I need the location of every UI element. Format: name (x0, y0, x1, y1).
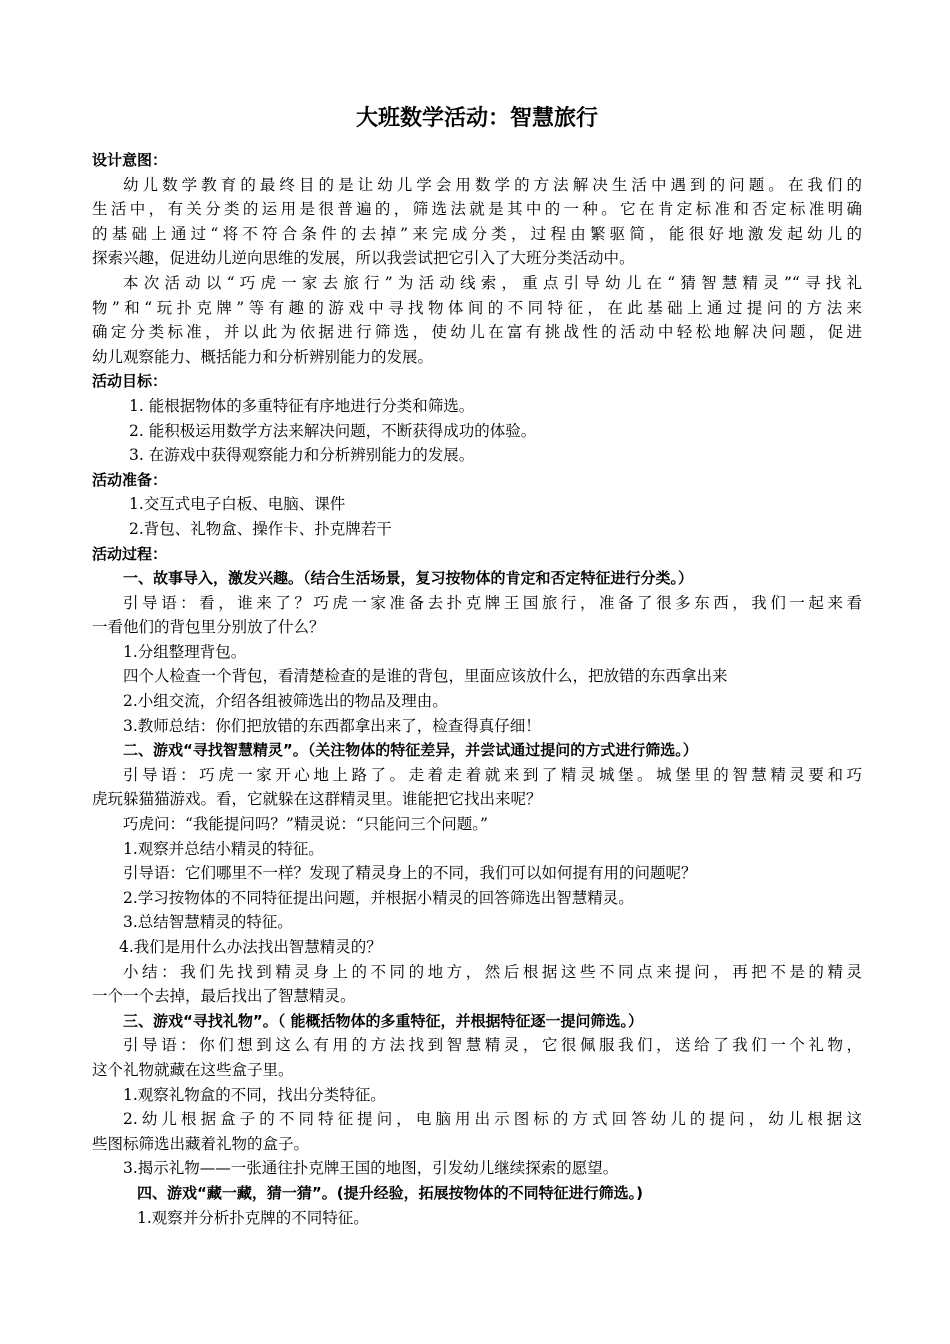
paragraph-line: 引导语：巧虎一家开心地上路了。走着走着就来到了精灵城堡。城堡里的智慧精灵要和巧 (123, 765, 862, 784)
paragraph-line: 巧虎问：“我能提问吗？”精灵说：“只能问三个问题。” (123, 815, 488, 834)
paragraph-line: 的基础上通过“将不符合条件的去掉”来完成分类，过程由繁驱简，能很好地激发起幼儿的 (92, 224, 862, 243)
goal-item: 1. 能根据物体的多重特征有序地进行分类和筛选。 (129, 396, 475, 415)
paragraph-line: 确定分类标准，并以此为依据进行筛选，使幼儿在富有挑战性的活动中轻松地解决问题，促进 (92, 323, 862, 342)
paragraph-line: 幼儿观察能力、概括能力和分析辨别能力的发展。 (92, 347, 434, 366)
step-item: 3.总结智慧精灵的特征。 (123, 913, 293, 932)
step-item: 1.观察并总结小精灵的特征。 (123, 839, 324, 858)
paragraph-line: 引导语：你们想到这么有用的方法找到智慧精灵，它很佩服我们，送给了我们一个礼物， (123, 1036, 862, 1055)
paragraph-line: 幼儿数学教育的最终目的是让幼儿学会用数学的方法解决生活中遇到的问题。在我们的 (123, 175, 862, 194)
step-item: 2.学习按物体的不同特征提出问题，并根据小精灵的回答筛选出智慧精灵。 (123, 888, 634, 907)
document-title: 大班数学活动：智慧旅行 (355, 106, 598, 131)
section-heading: 四、游戏“藏一藏，猜一猜”。(提升经验，拓展按物体的不同特征进行筛选。) (137, 1183, 643, 1202)
prep-item: 1.交互式电子白板、电脑、课件 (129, 495, 346, 514)
paragraph-line: 探索兴趣，促进幼儿逆向思维的发展，所以我尝试把它引入了大班分类活动中。 (92, 249, 635, 268)
step-item: 3.教师总结：你们把放错的东西都拿出来了，检查得真仔细！ (123, 716, 541, 735)
section-heading: 三、游戏“寻找礼物”。（ 能概括物体的多重特征，并根据特征逐一提问筛选。） (123, 1011, 643, 1030)
paragraph-line: 引导语：看，谁来了？巧虎一家准备去扑克牌王国旅行，准备了很多东西，我们一起来看 (123, 593, 862, 612)
prep-item: 2.背包、礼物盒、操作卡、扑克牌若干 (129, 519, 392, 538)
step-item: 3.揭示礼物——一张通往扑克牌王国的地图，引发幼儿继续探索的愿望。 (123, 1159, 619, 1178)
paragraph-line: 物”和“玩扑克牌”等有趣的游戏中寻找物体间的不同特征，在此基础上通过提问的方法来 (92, 298, 862, 317)
step-item: 1.分组整理背包。 (123, 642, 247, 661)
paragraph-line: 一看他们的背包里分别放了什么？ (92, 618, 325, 637)
step-item: 1.观察礼物盒的不同，找出分类特征。 (123, 1085, 386, 1104)
design-heading: 设计意图： (92, 151, 168, 169)
paragraph-line: 小结：我们先找到精灵身上的不同的地方，然后根据这些不同点来提问，再把不是的精灵 (123, 962, 862, 981)
paragraph-line: 生活中，有关分类的运用是很普遍的，筛选法就是其中的一种。它在肯定标准和否定标准明确 (92, 200, 862, 219)
goals-heading: 活动目标： (92, 372, 168, 391)
prep-heading: 活动准备： (92, 470, 168, 489)
step-item: 4.我们是用什么办法找出智慧精灵的？ (119, 938, 382, 956)
step-item: 1.观察并分析扑克牌的不同特征。 (137, 1208, 369, 1227)
goal-item: 3. 在游戏中获得观察能力和分析辨别能力的发展。 (129, 446, 475, 465)
step-item: 2.小组交流，介绍各组被筛选出的物品及理由。 (123, 692, 448, 711)
paragraph-line: 2.幼儿根据盒子的不同特征提问，电脑用出示图标的方式回答幼儿的提问，幼儿根据这 (123, 1110, 862, 1129)
paragraph-line: 本次活动以“巧虎一家去旅行”为活动线索，重点引导幼儿在“猜智慧精灵”“寻找礼 (123, 273, 862, 292)
paragraph-line: 一个一个去掉，最后找出了智慧精灵。 (92, 987, 356, 1006)
section-heading: 一、故事导入，激发兴趣。（结合生活场景，复习按物体的肯定和否定特征进行分类。） (123, 569, 694, 588)
goal-item: 2. 能积极运用数学方法来解决问题，不断获得成功的体验。 (129, 421, 537, 440)
section-heading: 二、游戏“寻找智慧精灵”。（关注物体的特征差异，并尝试通过提问的方式进行筛选。） (123, 741, 698, 760)
paragraph-line: 引导语：它们哪里不一样？发现了精灵身上的不同，我们可以如何提有用的问题呢？ (123, 864, 697, 883)
process-heading: 活动过程： (92, 544, 168, 563)
paragraph-line: 四个人检查一个背包，看清楚检查的是谁的背包，里面应该放什么，把放错的东西拿出来 (123, 667, 728, 686)
paragraph-line: 些图标筛选出藏着礼物的盒子。 (92, 1134, 310, 1153)
document-page (92, 104, 862, 1230)
paragraph-line: 虎玩躲猫猫游戏。看，它就躲在这群精灵里。谁能把它找出来呢？ (92, 790, 542, 809)
paragraph-line: 这个礼物就藏在这些盒子里。 (92, 1060, 294, 1079)
